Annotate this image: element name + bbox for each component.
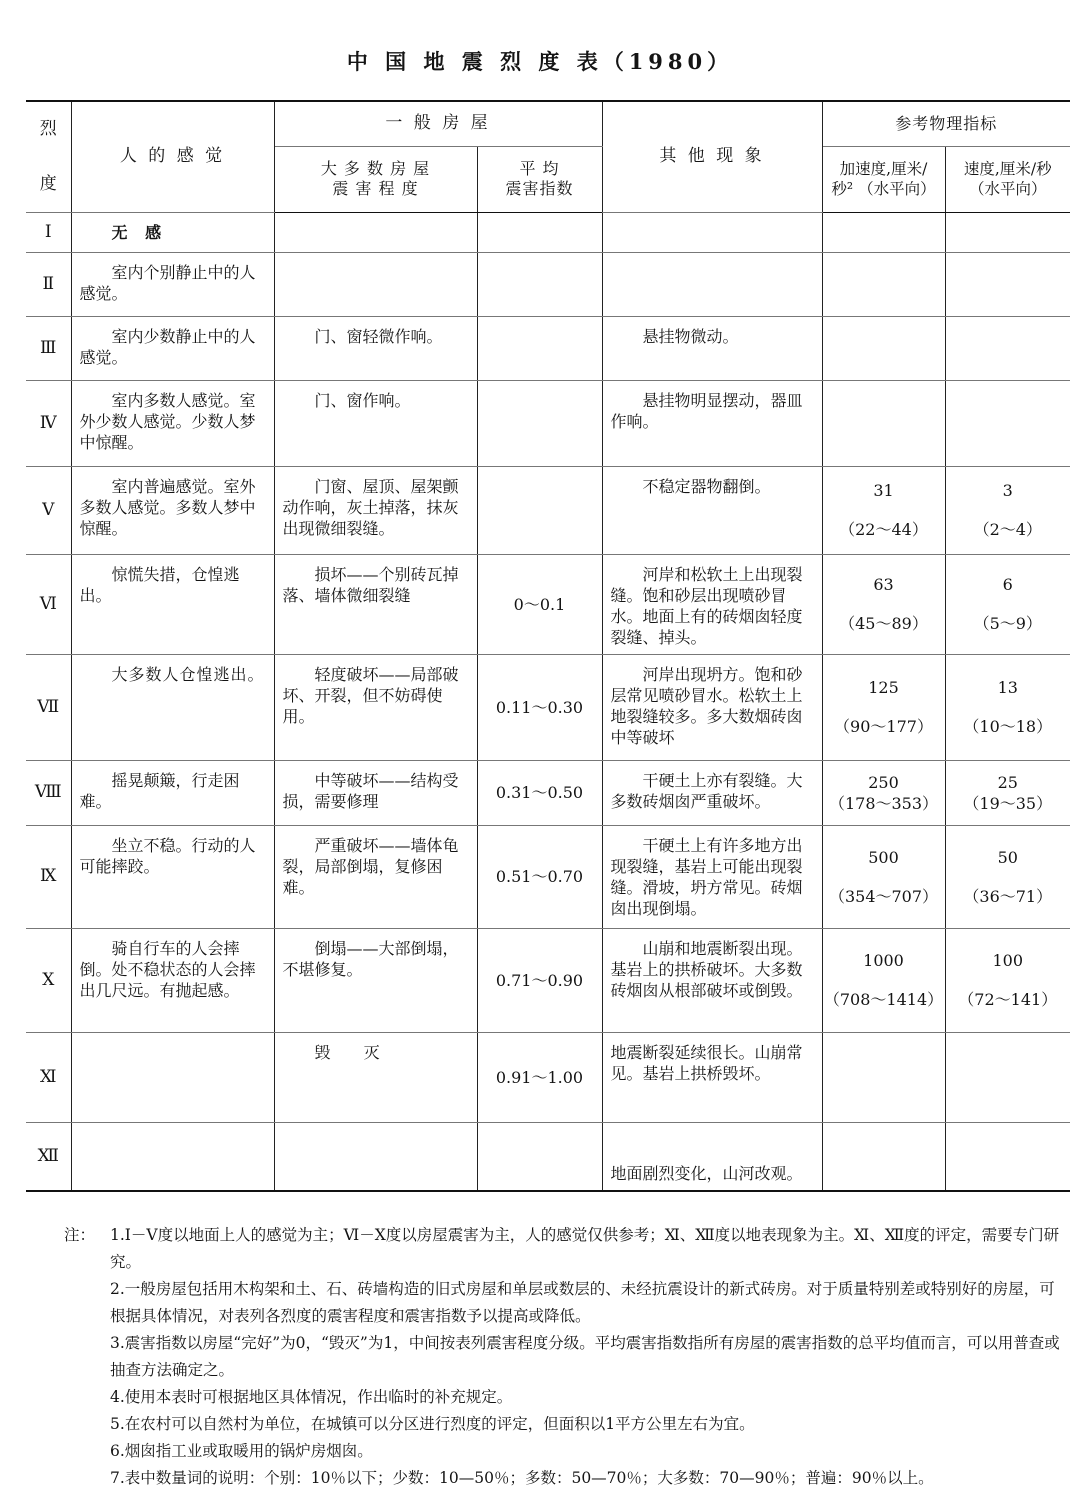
avg-index-cell (477, 252, 602, 316)
other-phenomena-cell: 悬挂物明显摆动，器皿作响。 (602, 380, 822, 466)
physics-group-header: 参考物理指标 (822, 101, 1070, 146)
degree-header-bottom: 度 (39, 173, 57, 194)
degree-cell: Ⅸ (26, 825, 71, 928)
other-phenomena-cell: 地震断裂延续很长。山崩常见。基岩上拱桥毁坏。 (602, 1032, 822, 1122)
other-phenomena-cell (602, 252, 822, 316)
velocity-range: （72～141） (958, 990, 1058, 1009)
building-damage-cell: 门、窗轻微作响。 (274, 316, 477, 380)
building-damage-cell: 中等破坏——结构受损，需要修理 (274, 760, 477, 825)
building-damage-cell: 严重破坏——墙体龟裂，局部倒塌，复修困难。 (274, 825, 477, 928)
acceleration-range: （178～353） (828, 793, 939, 813)
velocity-value: 50 (997, 847, 1018, 867)
acceleration-cell (822, 825, 945, 928)
table-row (26, 654, 1070, 760)
degree-cell: Ⅹ (26, 928, 71, 1032)
acceleration-cell (822, 316, 945, 380)
table-row (26, 316, 1070, 380)
intensity-table (26, 100, 1070, 1192)
note-item: 2.一般房屋包括用木构架和土、石、砖墙构造的旧式房屋和单层或数层的、未经抗震设计的新式砖房。对于质量特别差或特别好的房屋，可根据具体情况，对表列各烈度的震害程度和震害指数予以提高或降低。 (110, 1280, 1055, 1325)
acceleration-cell (822, 212, 945, 252)
building-damage-cell: 损坏——个别砖瓦掉落、墙体微细裂缝 (274, 554, 477, 654)
velocity-value: 3 (1002, 481, 1013, 500)
avg-index-header: 平 均 震害指数 (477, 146, 602, 212)
velocity-cell (945, 554, 1070, 654)
acceleration-value: 31 (873, 481, 894, 500)
velocity-value: 6 (1002, 575, 1013, 594)
degree-cell: Ⅵ (26, 554, 71, 654)
table-row (26, 760, 1070, 825)
acceleration-range: （354～707） (828, 886, 939, 906)
notes-lead: 注： (64, 1226, 96, 1244)
velocity-range: （36～71） (963, 886, 1053, 906)
acceleration-cell (822, 380, 945, 466)
degree-cell: Ⅶ (26, 654, 71, 760)
degree-cell: Ⅺ (26, 1032, 71, 1122)
building-damage-cell (274, 212, 477, 252)
avg-index-cell (477, 212, 602, 252)
avg-index-cell (477, 316, 602, 380)
acceleration-cell (822, 760, 945, 825)
human-feeling-cell: 无 感 (71, 212, 274, 252)
other-phenomena-cell: 河岸和松软土上出现裂缝。饱和砂层出现喷砂冒水。地面上有的砖烟囱轻度裂缝、掉头。 (602, 554, 822, 654)
velocity-cell (945, 212, 1070, 252)
table-row (26, 928, 1070, 1032)
note-item: 5.在农村可以自然村为单位，在城镇可以分区进行烈度的评定，但面积以1平方公里左右为宜。 (110, 1415, 755, 1433)
avg-index-cell: 0.11～0.30 (477, 654, 602, 760)
human-feeling-cell: 室内个别静止中的人感觉。 (71, 252, 274, 316)
velocity-value: 13 (997, 678, 1018, 697)
degree-cell: Ⅲ (26, 316, 71, 380)
other-phenomena-cell: 地面剧烈变化，山河改观。 (602, 1122, 822, 1191)
velocity-range: （5～9） (973, 614, 1042, 633)
human-feeling-cell: 室内少数静止中的人感觉。 (71, 316, 274, 380)
acceleration-cell (822, 654, 945, 760)
notes-section (64, 1222, 1070, 1492)
acceleration-range: （22～44） (839, 520, 928, 539)
avg-index-cell (477, 466, 602, 554)
velocity-cell (945, 654, 1070, 760)
human-feeling-cell: 惊慌失措，仓惶逃出。 (71, 554, 274, 654)
note-item: 6.烟囱指工业或取暖用的锅炉房烟囱。 (110, 1442, 373, 1460)
avg-index-cell: 0.31～0.50 (477, 760, 602, 825)
acceleration-cell (822, 252, 945, 316)
human-feeling-cell (71, 1032, 274, 1122)
building-damage-cell (274, 252, 477, 316)
avg-index-cell (477, 1122, 602, 1191)
human-feeling-cell: 室内普遍感觉。室外多数人感觉。多数人梦中惊醒。 (71, 466, 274, 554)
building-damage-cell: 毁 灭 (274, 1032, 477, 1122)
table-row (26, 554, 1070, 654)
human-feeling-cell: 骑自行车的人会摔倒。处不稳状态的人会摔出几尺远。有抛起感。 (71, 928, 274, 1032)
acceleration-value: 1000 (863, 951, 904, 970)
building-group-header: 一 般 房 屋 (274, 101, 602, 146)
velocity-cell (945, 316, 1070, 380)
table-row (26, 1032, 1070, 1122)
degree-header (26, 101, 71, 212)
table-row (26, 1122, 1070, 1191)
other-phenomena-cell: 山崩和地震断裂出现。基岩上的拱桥破坏。大多数砖烟囱从根部破坏或倒毁。 (602, 928, 822, 1032)
velocity-cell (945, 928, 1070, 1032)
note-item: 1.Ⅰ－Ⅴ度以地面上人的感觉为主；Ⅵ－Ⅹ度以房屋震害为主，人的感觉仅供参考；Ⅺ、Ⅻ度以地表现象为主。Ⅺ、Ⅻ度的评定，需要专门研究。 (110, 1226, 1060, 1271)
acceleration-cell (822, 466, 945, 554)
note-item: 7.表中数量词的说明：个别：10％以下；少数：10—50％；多数：50—70％；大多数：70—90％；普遍：90％以上。 (110, 1469, 934, 1487)
degree-header-top: 烈 (39, 118, 57, 139)
degree-cell: Ⅴ (26, 466, 71, 554)
table-row (26, 212, 1070, 252)
building-damage-cell: 门窗、屋顶、屋架颤动作响，灰土掉落，抹灰出现微细裂缝。 (274, 466, 477, 554)
other-phenomena-cell: 干硬土上有许多地方出现裂缝，基岩上可能出现裂缝。滑坡，坍方常见。砖烟囱出现倒塌。 (602, 825, 822, 928)
avg-index-cell (477, 380, 602, 466)
velocity-cell (945, 380, 1070, 466)
acceleration-cell (822, 1032, 945, 1122)
acceleration-value: 250 (868, 772, 899, 792)
avg-index-cell: 0.71～0.90 (477, 928, 602, 1032)
acceleration-header: 加速度,厘米/ 秒² （水平向） (822, 146, 945, 212)
acceleration-range: （90～177） (834, 717, 933, 736)
other-phenomena-cell: 河岸出现坍方。饱和砂层常见喷砂冒水。松软土上地裂缝较多。多大数烟砖囱中等破坏 (602, 654, 822, 760)
other-phenomena-cell: 干硬土上亦有裂缝。大多数砖烟囱严重破坏。 (602, 760, 822, 825)
velocity-value: 100 (992, 951, 1024, 970)
degree-cell: Ⅻ (26, 1122, 71, 1191)
velocity-range: （19～35） (963, 793, 1053, 813)
note-item: 4.使用本表时可根据地区具体情况，作出临时的补充规定。 (110, 1388, 513, 1406)
velocity-cell (945, 825, 1070, 928)
human-feeling-cell: 室内多数人感觉。室外少数人感觉。少数人梦中惊醒。 (71, 380, 274, 466)
other-phenomena-cell (602, 212, 822, 252)
acceleration-cell (822, 554, 945, 654)
velocity-header: 速度,厘米/秒 （水平向） (945, 146, 1070, 212)
building-damage-header: 大 多 数 房 屋 震 害 程 度 (274, 146, 477, 212)
other-phenomena-cell: 不稳定器物翻倒。 (602, 466, 822, 554)
avg-index-cell: 0.51～0.70 (477, 825, 602, 928)
degree-cell: Ⅱ (26, 252, 71, 316)
other-phenomena-cell: 悬挂物微动。 (602, 316, 822, 380)
building-damage-cell: 倒塌——大部倒塌，不堪修复。 (274, 928, 477, 1032)
human-feeling-header: 人 的 感 觉 (71, 101, 274, 212)
building-damage-cell: 门、窗作响。 (274, 380, 477, 466)
acceleration-cell (822, 928, 945, 1032)
human-feeling-cell: 摇晃颠簸，行走困难。 (71, 760, 274, 825)
page-title: 中 国 地 震 烈 度 表（1980） (346, 49, 734, 74)
table-row (26, 380, 1070, 466)
other-phenomena-header: 其 他 现 象 (602, 101, 822, 212)
acceleration-value: 125 (868, 678, 899, 697)
velocity-cell (945, 1032, 1070, 1122)
velocity-cell (945, 252, 1070, 316)
acceleration-range: （45～89） (839, 614, 928, 633)
table-row (26, 825, 1070, 928)
avg-index-cell: 0～0.1 (477, 554, 602, 654)
building-damage-cell (274, 1122, 477, 1191)
human-feeling-cell (71, 1122, 274, 1191)
degree-cell: Ⅷ (26, 760, 71, 825)
acceleration-cell (822, 1122, 945, 1191)
velocity-cell (945, 466, 1070, 554)
acceleration-value: 63 (873, 575, 894, 594)
acceleration-range: （708～1414） (823, 990, 944, 1009)
velocity-range: （10～18） (963, 717, 1053, 736)
velocity-cell (945, 760, 1070, 825)
human-feeling-cell: 大多数人仓惶逃出。 (71, 654, 274, 760)
degree-cell: Ⅰ (26, 212, 71, 252)
velocity-range: （2～4） (973, 520, 1042, 539)
velocity-value: 25 (997, 772, 1018, 792)
human-feeling-cell: 坐立不稳。行动的人可能摔跤。 (71, 825, 274, 928)
building-damage-cell: 轻度破坏——局部破坏、开裂，但不妨碍使用。 (274, 654, 477, 760)
velocity-cell (945, 1122, 1070, 1191)
acceleration-value: 500 (868, 847, 899, 867)
table-row (26, 466, 1070, 554)
degree-cell: Ⅳ (26, 380, 71, 466)
note-item: 3.震害指数以房屋“完好”为0，“毁灭”为1，中间按表列震害程度分级。平均震害指数指所有房屋的震害指数的总平均值而言，可以用普查或抽查方法确定之。 (110, 1334, 1060, 1379)
table-row (26, 252, 1070, 316)
avg-index-cell: 0.91～1.00 (477, 1032, 602, 1122)
